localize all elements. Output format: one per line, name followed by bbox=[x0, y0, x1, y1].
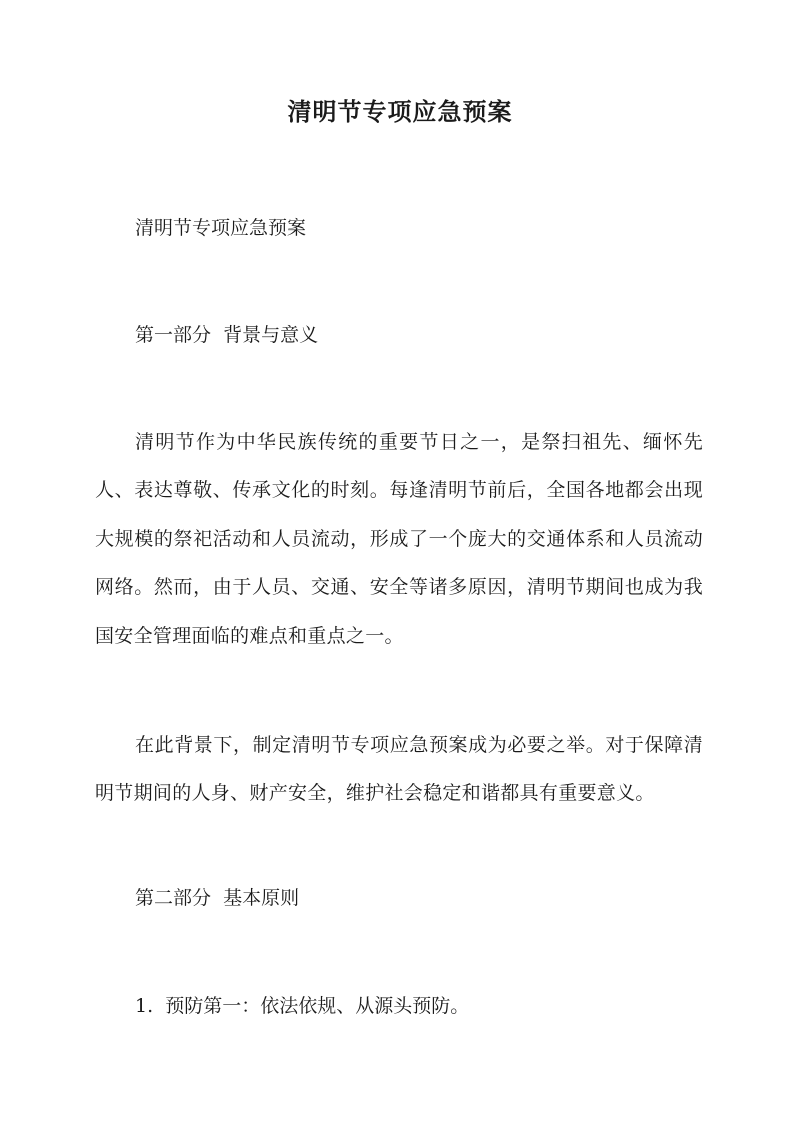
section1-heading: 第一部分 背景与意义 bbox=[135, 324, 319, 346]
section1-paragraph-1: 清明节作为中华民族传统的重要节日之一，是祭扫祖先、缅怀先人、表达尊敬、传承文化的时刻。每逢清明节前后，全国各地都会出现大规模的祭祀活动和人员流动，形成了一个庞大的交通体系和人员流动网络。然而，由于人员、交通、安全等诸多原因，清明节期间也成为我国安全管理面临的难点和重点之一。 bbox=[95, 431, 703, 647]
document-subtitle: 清明节专项应急预案 bbox=[135, 217, 307, 239]
section1-paragraph-2: 在此背景下，制定清明节专项应急预案成为必要之举。对于保障清明节期间的人身、财产安全，维护社会稳定和谐都具有重要意义。 bbox=[95, 734, 703, 805]
section2-heading: 第二部分 基本原则 bbox=[135, 887, 300, 909]
document-title: 清明节专项应急预案 bbox=[287, 97, 513, 126]
principle-item-1: 1. 预防第一：依法依规、从源头预防。 bbox=[135, 995, 470, 1017]
